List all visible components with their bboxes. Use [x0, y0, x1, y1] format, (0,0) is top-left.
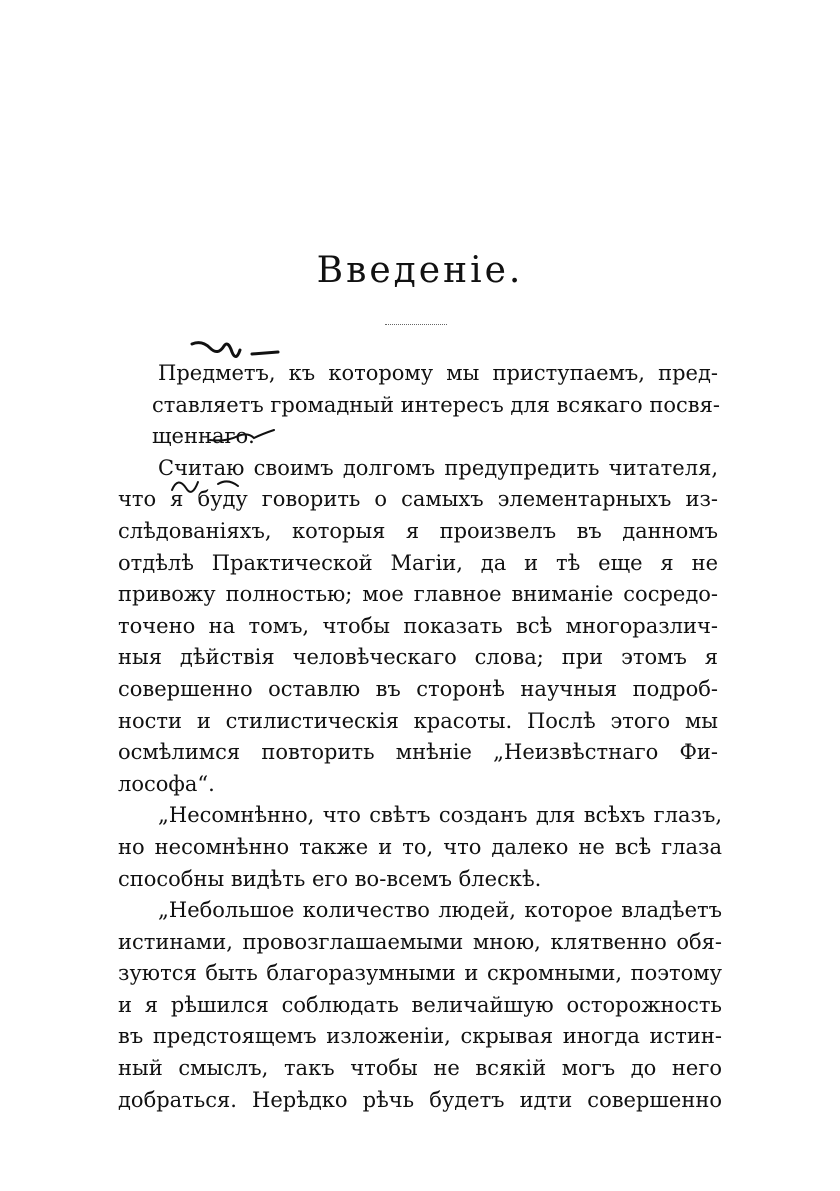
text-line: совершенно оставлю въ сторонѣ научныя подроб- [118, 676, 718, 701]
text-line: слѣдованiяхъ, которыя я произвелъ въ данномъ [118, 518, 718, 543]
text-line: ныя дѣйствiя человѣческаго слова; при этомъ я [118, 645, 718, 670]
text-line: истинами, провозглашаемыми мною, клятвенно обя- [118, 929, 722, 954]
heading-ornament-rule [385, 324, 447, 329]
text-line: „Несомнѣнно, что свѣтъ созданъ для всѣхъ глазъ, [158, 803, 722, 828]
body-text [118, 358, 722, 1116]
text-line: Считаю своимъ долгомъ предупредить читателя, [158, 455, 718, 480]
text-line: способны видѣть его во-всемъ блескѣ. [118, 866, 542, 891]
text-line: привожу полностью; мое главное вниманiе сосредо- [118, 582, 718, 607]
text-line: но несомнѣнно также и то, что далеко не всѣ глаза [118, 834, 722, 859]
text-line: точено на томъ, чтобы показать всѣ многоразлич- [118, 613, 718, 638]
text-line: ности и стилистическiя красоты. Послѣ этого мы [118, 708, 718, 733]
text-line: и я рѣшился соблюдать величайшую осторожность [118, 992, 722, 1017]
text-line: осмѣлимся повторить мнѣнiе „Неизвѣстнаго Фи- [118, 740, 718, 765]
text-line: отдѣлѣ Практической Магiи, да и тѣ еще я не [118, 550, 718, 575]
text-line: что я буду говорить о самыхъ элементарныхъ из- [118, 487, 718, 512]
text-line: Предметъ, къ которому мы приступаемъ, пред- [158, 361, 718, 385]
text-line: ный смыслъ, такъ чтобы не всякiй могъ до него [118, 1056, 722, 1081]
text-line: лософа“. [118, 771, 215, 796]
chapter-heading: Введенie. [316, 250, 524, 291]
text-line: ставляетъ громадный интересъ для всякаго посвя- [152, 392, 720, 417]
text-line: зуются быть благоразумными и скромными, поэтому [118, 961, 722, 986]
text-line: „Небольшое количество людей, которое владѣетъ [158, 898, 722, 923]
text-line: добраться. Нерѣдко рѣчь будетъ идти совершенно [118, 1087, 722, 1112]
text-line: щеннаго. [152, 424, 255, 449]
text-line: въ предстоящемъ изложенiи, скрывая иногда истин- [118, 1024, 722, 1049]
